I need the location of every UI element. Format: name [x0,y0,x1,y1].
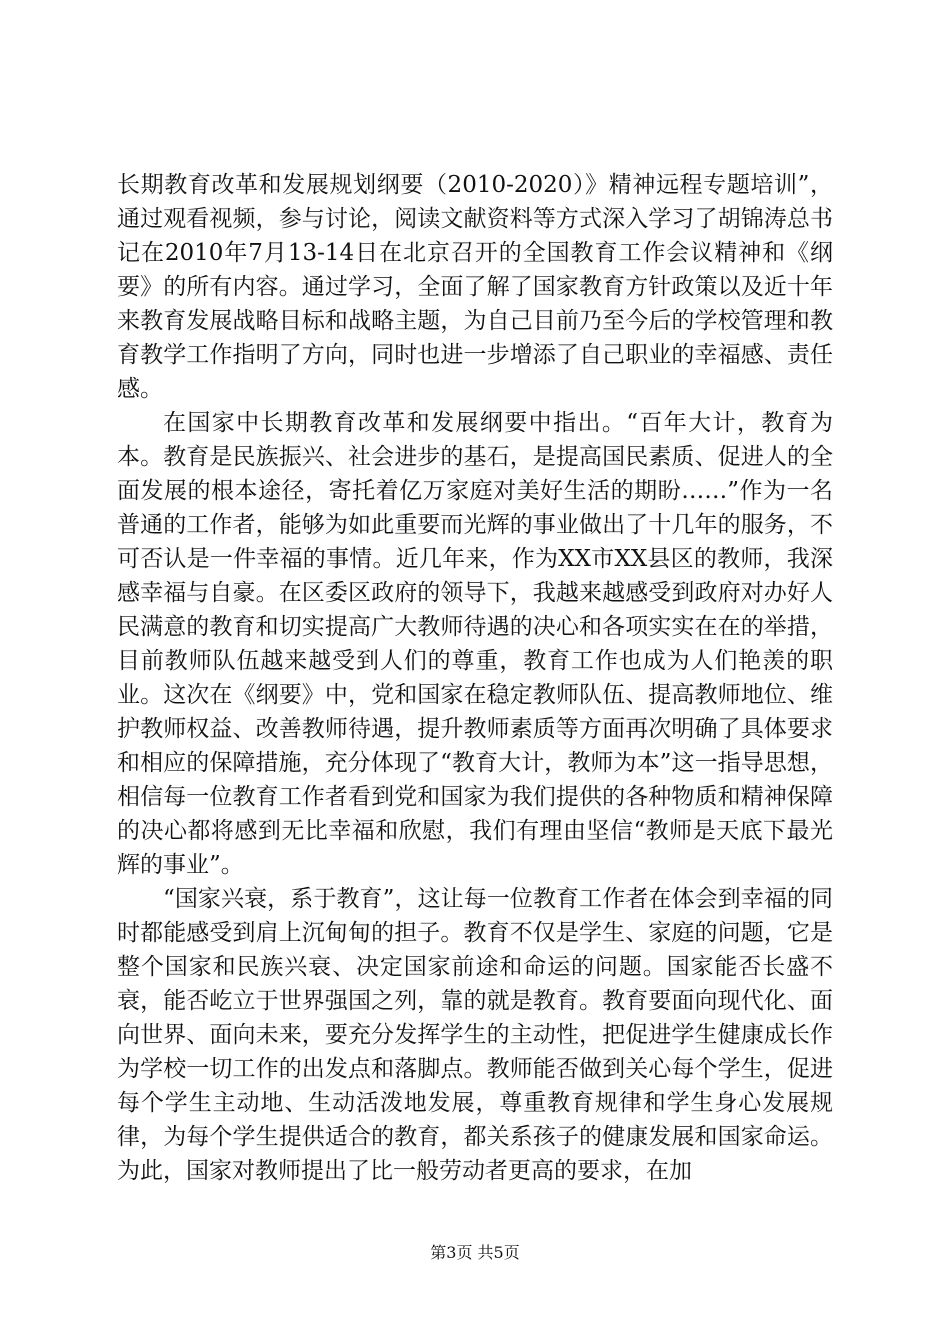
body-text [117,168,833,1188]
paragraph-continued: 长期教育改革和发展规划纲要（2010-2020）》精神远程专题培训”，通过观看视频，参与讨论，阅读文献资料等方式深入学习了胡锦涛总书记在2010年7月13-14日在北京召开的全国教育工作会议精神和《纲要》的所有内容。通过学习，全面了解了国家教育方针政策以及近十年来教育发展战略目标和战略主题，为自己目前乃至今后的学校管理和教育教学工作指明了方向，同时也进一步增添了自己职业的幸福感、责任感。 [117,172,833,402]
paragraph-outline-quote: 在国家中长期教育改革和发展纲要中指出。“百年大计，教育为本。教育是民族振兴、社会进步的基石，是提高国民素质、促进人的全面发展的根本途径，寄托着亿万家庭对美好生活的期盼……”作为一名普通的工作者，能够为如此重要而光辉的事业做出了十几年的服务，不可否认是一件幸福的事情。近几年来，作为XX市XX县区的教师，我深感幸福与自豪。在区委区政府的领导下，我越来越感受到政府对办好人民满意的教育和切实提高广大教师待遇的决心和各项实实在在的举措，目前教师队伍越来越受到人们的尊重，教育工作也成为人们艳羡的职业。这次在《纲要》中，党和国家在稳定教师队伍、提高教师地位、维护教师权益、改善教师待遇，提升教师素质等方面再次明确了具体要求和相应的保障措施，充分体现了“教育大计，教师为本”这一指导思想，相信每一位教育工作者看到党和国家为我们提供的各种物质和精神保障的决心都将感到无比幸福和欣慰，我们有理由坚信“教师是天底下最光辉的事业”。 [117,410,833,878]
page-number-footer: 第3页 共5页 [430,1243,520,1262]
paragraph-national-education: “国家兴衰，系于教育”，这让每一位教育工作者在体会到幸福的同时都能感受到肩上沉甸甸的担子。教育不仅是学生、家庭的问题，它是整个国家和民族兴衰、决定国家前途和命运的问题。国家能否长盛不衰，能否屹立于世界强国之列，靠的就是教育。教育要面向现代化、面向世界、面向未来，要充分发挥学生的主动性，把促进学生健康成长作为学校一切工作的出发点和落脚点。教师能否做到关心每个学生，促进每个学生主动地、生动活泼地发展，尊重教育规律和学生身心发展规律，为每个学生提供适合的教育，都关系孩子的健康发展和国家命运。为此，国家对教师提出了比一般劳动者更高的要求，在加 [117,886,833,1184]
